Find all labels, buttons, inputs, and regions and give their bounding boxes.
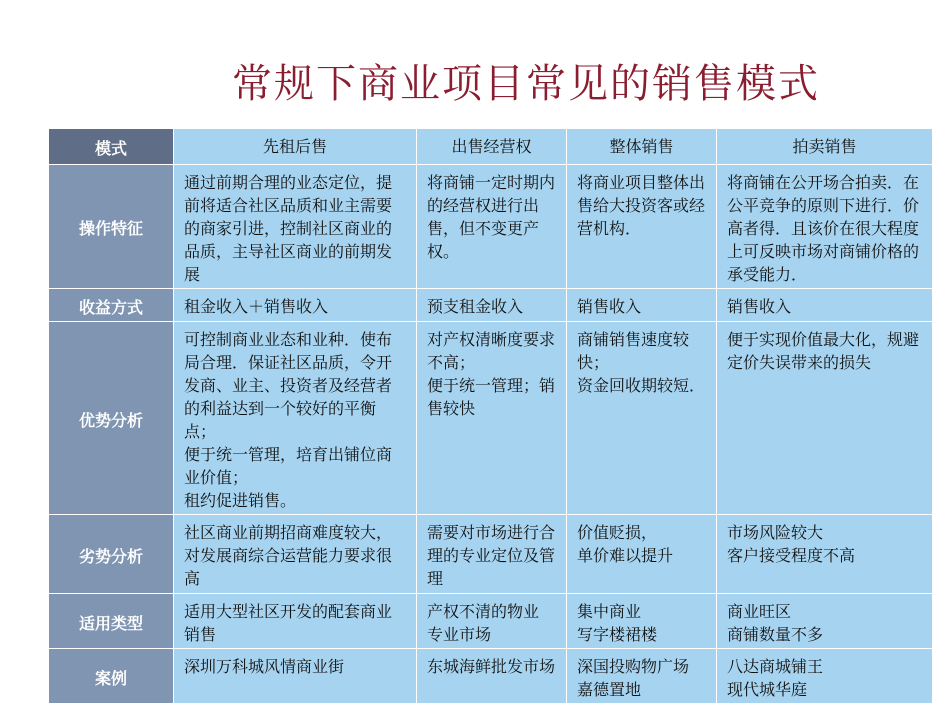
page-title: 常规下商业项目常见的销售模式 (232, 61, 820, 107)
table-cell: 可控制商业业态和业种．使布局合理．保证社区品质，令开发商、业主、投资者及经营者的利益达到一个较好的平衡点； 便于统一管理，培育出铺位商业价值； 租约促进销售。 (174, 322, 417, 515)
table-cell: 将商业项目整体出售给大投资客或经营机构． (567, 165, 717, 289)
row-label-applicable-type: 适用类型 (49, 594, 174, 649)
row-label-revenue: 收益方式 (49, 289, 174, 322)
table-cell: 商铺销售速度较快； 资金回收期较短． (567, 322, 717, 515)
table-row (49, 165, 933, 289)
table-header-row (49, 129, 933, 165)
table-cell: 对产权清晰度要求不高； 便于统一管理；销售较快 (417, 322, 567, 515)
table-cell: 市场风险较大 客户接受程度不高 (717, 515, 933, 594)
table-cell: 商业旺区 商铺数量不多 (717, 594, 933, 649)
row-label-operation: 操作特征 (49, 165, 174, 289)
table-cell: 产权不清的物业 专业市场 (417, 594, 567, 649)
table-cell: 东城海鲜批发市场 (417, 649, 567, 704)
table-cell: 社区商业前期招商难度较大，对发展商综合运营能力要求很高 (174, 515, 417, 594)
table-row (49, 594, 933, 649)
row-label-case: 案例 (49, 649, 174, 704)
table-cell: 销售收入 (567, 289, 717, 322)
row-label-disadvantages: 劣势分析 (49, 515, 174, 594)
table-cell: 价值贬损， 单价难以提升 (567, 515, 717, 594)
table-cell: 将商铺一定时期内的经营权进行出售，但不变更产权。 (417, 165, 567, 289)
column-header-sell-operating-rights: 出售经营权 (417, 129, 567, 165)
table-row (49, 649, 933, 704)
column-header-auction-sale: 拍卖销售 (717, 129, 933, 165)
table-row (49, 322, 933, 515)
table-cell: 销售收入 (717, 289, 933, 322)
corner-header: 模式 (49, 129, 174, 165)
table-cell: 深国投购物广场 嘉德置地 (567, 649, 717, 704)
table-cell: 集中商业 写字楼裙楼 (567, 594, 717, 649)
sales-mode-table (48, 128, 933, 704)
table-cell: 需要对市场进行合理的专业定位及管理 (417, 515, 567, 594)
table-cell: 八达商城铺王 现代城华庭 (717, 649, 933, 704)
table-cell: 通过前期合理的业态定位，提前将适合社区品质和业主需要的商家引进，控制社区商业的品质，主导社区商业的前期发展 (174, 165, 417, 289)
table-cell: 适用大型社区开发的配套商业销售 (174, 594, 417, 649)
table-cell: 便于实现价值最大化，规避定价失误带来的损失 (717, 322, 933, 515)
table-row (49, 515, 933, 594)
table-cell: 租金收入＋销售收入 (174, 289, 417, 322)
row-label-advantages: 优势分析 (49, 322, 174, 515)
column-header-lease-then-sell: 先租后售 (174, 129, 417, 165)
column-header-bulk-sale: 整体销售 (567, 129, 717, 165)
table-cell: 深圳万科城风情商业街 (174, 649, 417, 704)
table-cell: 将商铺在公开场合拍卖．在公平竞争的原则下进行．价高者得．且该价在很大程度上可反映市场对商铺价格的承受能力． (717, 165, 933, 289)
table-row (49, 289, 933, 322)
table-cell: 预支租金收入 (417, 289, 567, 322)
